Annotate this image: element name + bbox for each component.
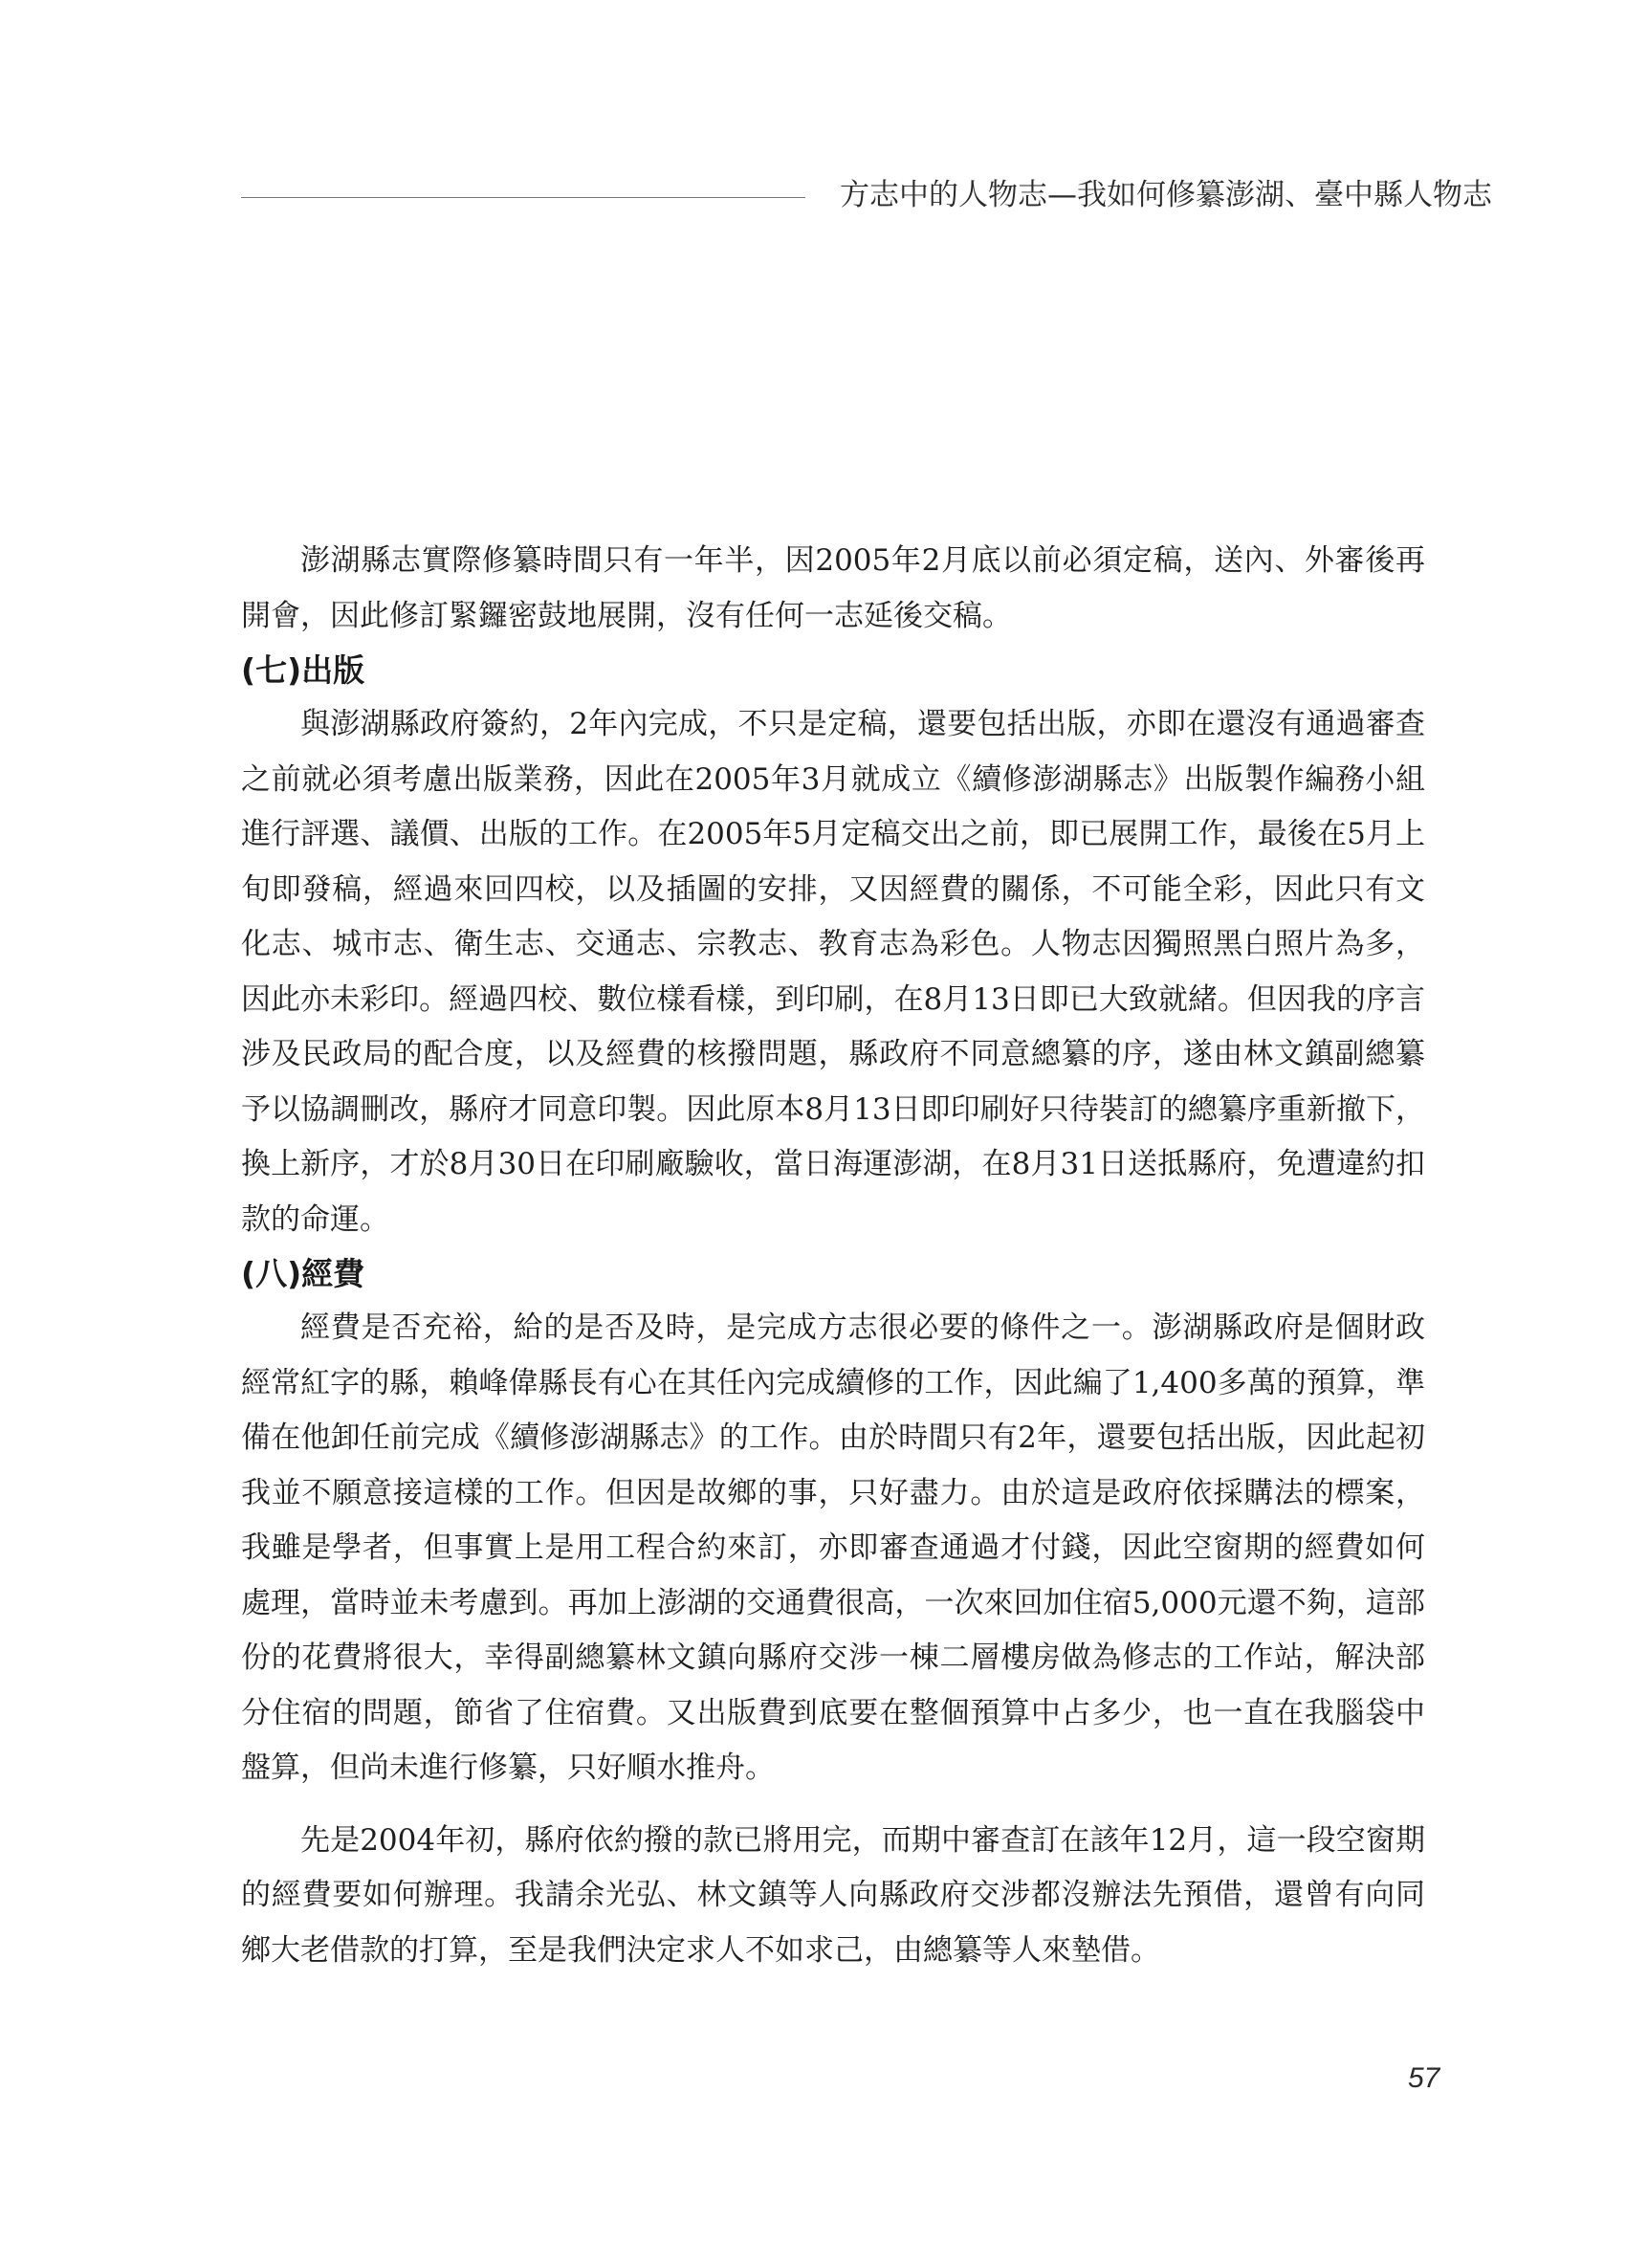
section-heading-funding: (八)經費: [241, 1255, 365, 1292]
page-body: [241, 534, 1425, 1978]
funding-paragraph-2: 先是2004年初，縣府依約撥的款已將用完，而期中審查訂在該年12月，這一段空窗期的經費要如何辦理。我請余光弘、林文鎮等人向縣政府交涉都沒辦法先預借，還曾有向同鄉大老借款的打算，至是我們決定求人不如求己，由總纂等人來墊借。: [241, 1822, 1425, 1968]
section-heading-publication: (七)出版: [241, 651, 365, 689]
page-number: 57: [1408, 2062, 1440, 2094]
intro-paragraph: 澎湖縣志實際修纂時間只有一年半，因2005年2月底以前必須定稿，送內、外審後再開會，因此修訂緊鑼密鼓地展開，沒有任何一志延後交稿。: [241, 543, 1425, 633]
running-header-title: 方志中的人物志—我如何修纂澎湖、臺中縣人物志: [840, 178, 1492, 212]
publication-paragraph: 與澎湖縣政府簽約，2年內完成，不只是定稿，還要包括出版，亦即在還沒有通過審查之前就必須考慮出版業務，因此在2005年3月就成立《續修澎湖縣志》出版製作編務小組進行評選、議價、出版的工作。在2005年5月定稿交出之前，即已展開工作，最後在5月上旬即發稿，經過來回四校，以及插圖的安排，又因經費的關係，不可能全彩，因此只有文化志、城市志、衛生志、交通志、宗教志、教育志為彩色。人物志因獨照黑白照片為多，因此亦未彩印。經過四校、數位樣看樣，到印刷，在8月13日即已大致就緒。但因我的序言涉及民政局的配合度，以及經費的核撥問題，縣政府不同意總纂的序，遂由林文鎮副總纂予以協調刪改，縣府才同意印製。因此原本8月13日即印刷好只待裝訂的總纂序重新撤下，換上新序，才於8月30日在印刷廠驗收，當日海運澎湖，在8月31日送抵縣府，免遭違約扣款的命運。: [241, 707, 1425, 1237]
header-rule: [241, 197, 805, 198]
funding-paragraph-1: 經費是否充裕，給的是否及時，是完成方志很必要的條件之一。澎湖縣政府是個財政經常紅字的縣，賴峰偉縣長有心在其任內完成續修的工作，因此編了1,400多萬的預算，準備在他卸任前完成《續修澎湖縣志》的工作。由於時間只有2年，還要包括出版，因此起初我並不願意接這樣的工作。但因是故鄉的事，只好盡力。由於這是政府依採購法的標案，我雖是學者，但事實上是用工程合約來訂，亦即審查通過才付錢，因此空窗期的經費如何處理，當時並未考慮到。再加上澎湖的交通費很高，一次來回加住宿5,000元還不夠，這部份的花費將很大，幸得副總纂林文鎮向縣府交涉一棟二層樓房做為修志的工作站，解決部分住宿的問題，節省了住宿費。又出版費到底要在整個預算中占多少，也一直在我腦袋中盤算，但尚未進行修纂，只好順水推舟。: [241, 1310, 1425, 1785]
